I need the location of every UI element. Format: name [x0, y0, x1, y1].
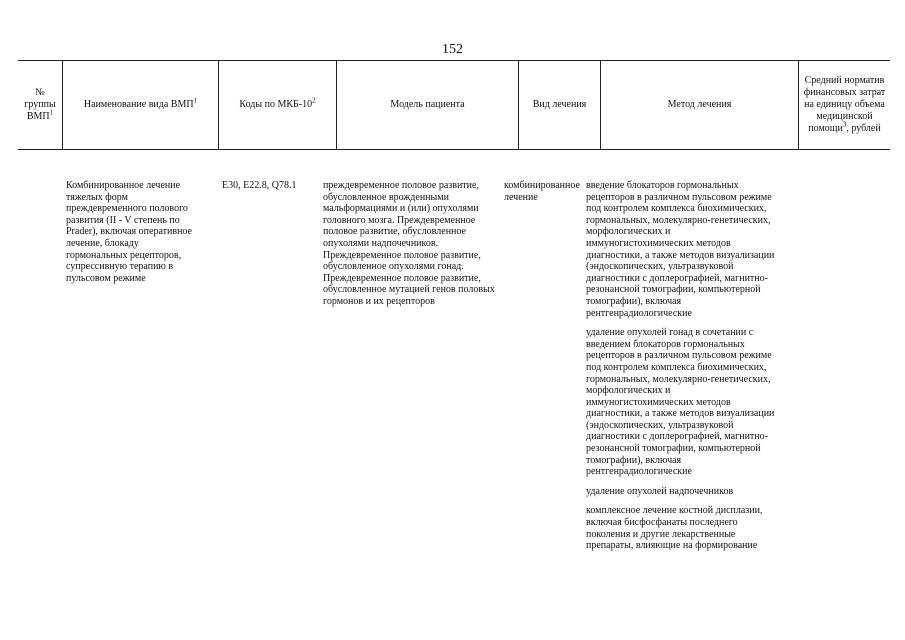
footnote-mark: 2 [312, 96, 316, 105]
footnote-mark: 1 [193, 96, 198, 105]
footnote-mark: 1 [49, 108, 54, 117]
header-avg-cost-suffix: , рублей [846, 123, 881, 134]
header-patient-model-label: Модель пациента [390, 99, 465, 110]
method-item: удаление опухолей гонад в сочетании с введением блокаторов гормональных рецепторов в различном пульсовом режиме под контролем комплекса биохимических, гормональных, молекулярно-генетических, морфологических и иммуногистохимических методов диагностики, а также методов визуализации (эндоскопических, ультразвуковой диагностики с доплерографией, магнитно-резонансной томографии, компьютерной томографии), включая рентгенрадиологические [586, 327, 775, 478]
cell-vmp-name: Комбинированное лечение тяжелых форм преждевременного полового развития (II - V степень по Prader), включая оперативное лечение, блокаду гормональных рецепторов, супрессивную терапию в пульсовом режиме [66, 180, 192, 284]
footnote-mark: 3 [842, 120, 847, 129]
header-mkb-codes [218, 61, 336, 149]
cell-mkb-codes: E30, E22.8, Q78.1 [222, 180, 297, 191]
header-vmp-name [62, 61, 218, 149]
header-treatment-method [600, 61, 798, 149]
header-treatment-type [518, 61, 600, 149]
method-item: введение блокаторов гормональных рецепторов в различном пульсовом режиме под контролем комплекса биохимических, гормональных, молекулярно-генетических, морфологических и иммуногистохимических методов диагностики, а также методов визуализации (эндоскопических, ультразвуковой диагностики с доплерографией, магнитно-резонансной томографии, компьютерной томографии), включая рентгенрадиологические [586, 180, 775, 319]
page-number: 152 [442, 42, 463, 57]
method-item: комплексное лечение костной дисплазии, включая бисфосфанаты последнего поколения и другие лекарственные препараты, влияющие на формирование [586, 505, 763, 552]
header-vmp-name-label: Наименование вида ВМП [83, 99, 194, 110]
header-mkb-codes-label: Коды по МКБ-10 [239, 99, 313, 110]
cell-treatment-type: комбинированное лечение [504, 180, 580, 203]
method-item: удаление опухолей надпочечников [586, 485, 734, 497]
header-treatment-method-label: Метод лечения [667, 99, 732, 110]
table-header [18, 60, 890, 150]
header-group-no [18, 61, 62, 149]
header-group-no-label: № группы ВМП [24, 87, 56, 122]
cell-patient-model: преждевременное половое развитие, обусловленное врожденными мальформациями и (или) опухолями головного мозга. Преждевременное половое развитие, обусловленное опухолями надпочечников. Преждевременное половое развитие, обусловленное опухолями гонад. Преждевременное половое развитие, обусловленное мутацией генов половых гормонов и их рецепторов [323, 180, 495, 307]
header-avg-cost [798, 61, 890, 149]
method-list [586, 180, 778, 552]
header-patient-model [336, 61, 518, 149]
header-treatment-type-label: Вид лечения [532, 99, 587, 110]
header-avg-cost-label: Средний норматив финансовых затрат на единицу объема медицинской помощи [803, 75, 886, 134]
cell-treatment-methods [586, 180, 778, 560]
